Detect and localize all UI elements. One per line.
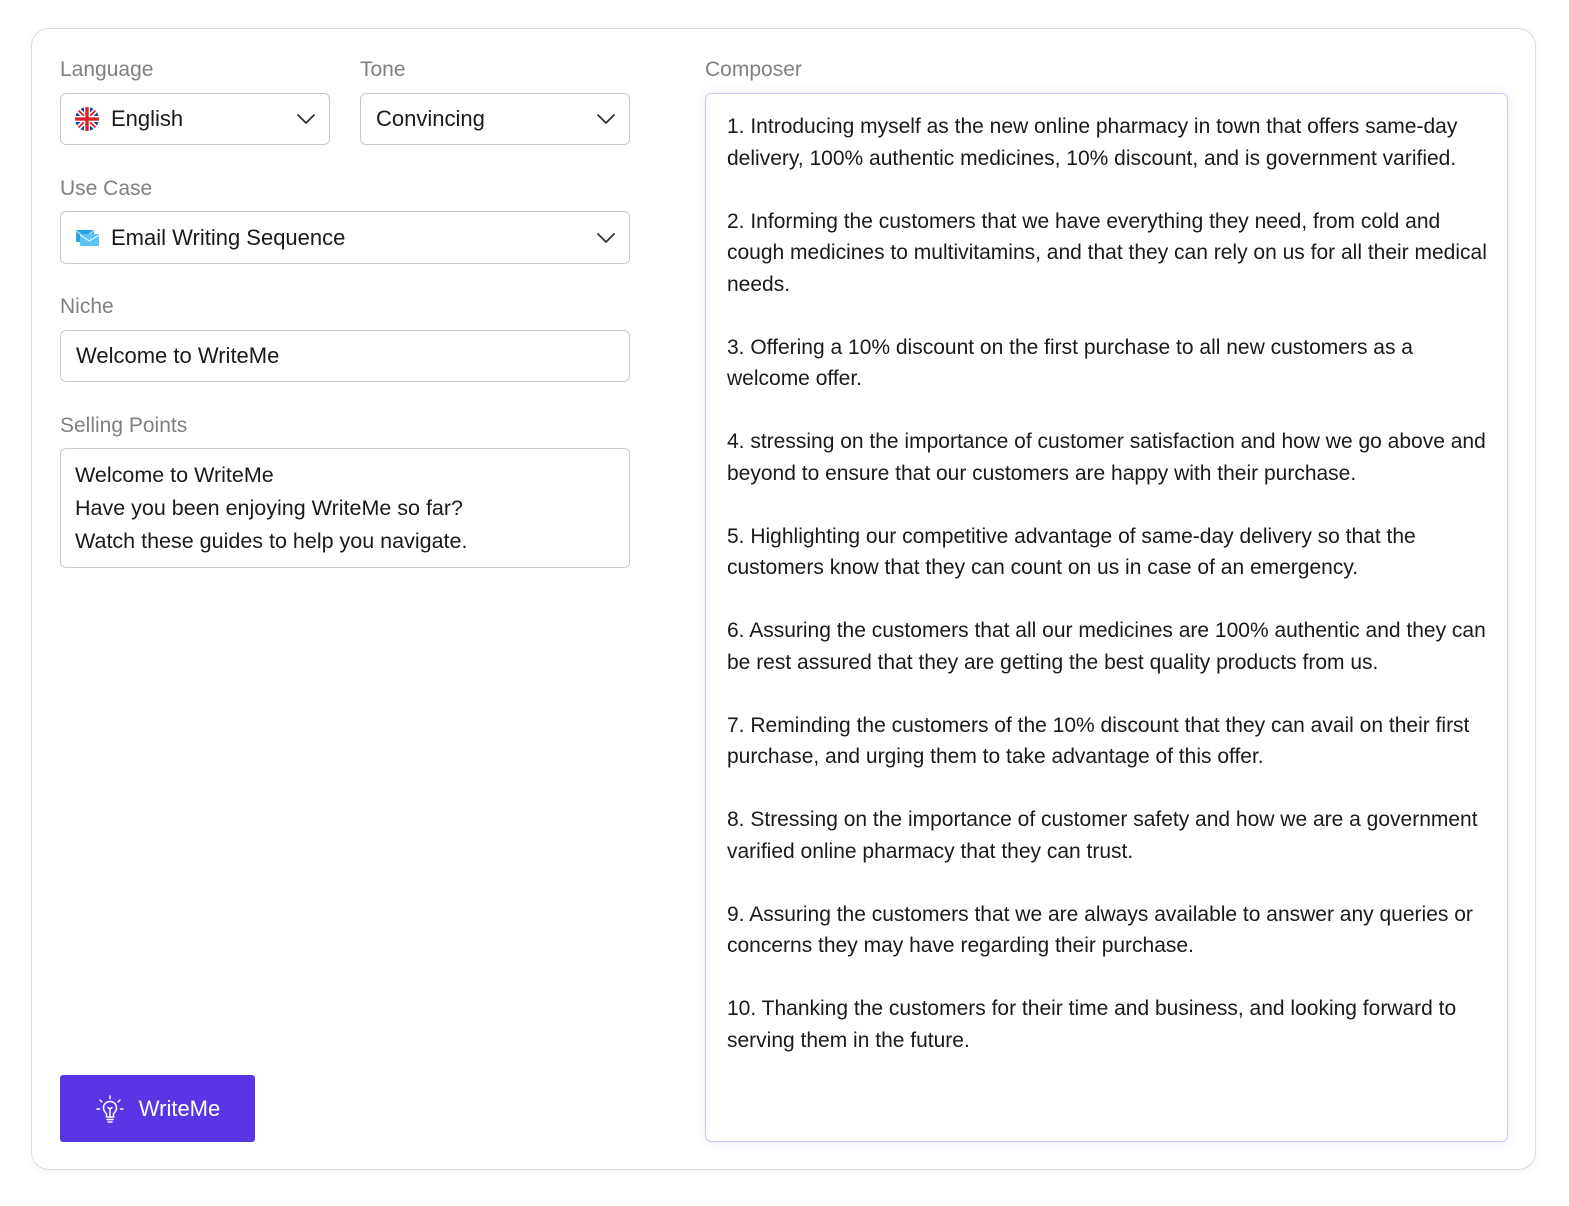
selling-points-label: Selling Points	[60, 414, 188, 437]
chevron-down-icon	[295, 108, 317, 130]
niche-input[interactable]	[60, 330, 630, 382]
use-case-value: Email Writing Sequence	[111, 224, 346, 250]
tone-value: Convincing	[376, 106, 485, 131]
uk-flag-icon	[75, 107, 99, 131]
use-case-label: Use Case	[60, 177, 153, 200]
writeme-button-label: WriteMe	[138, 1095, 221, 1121]
chevron-down-icon	[595, 108, 617, 130]
envelopes-icon	[75, 228, 101, 248]
selling-point-line: Watch these guides to help you navigate.	[75, 529, 468, 553]
niche-label: Niche	[60, 295, 114, 318]
composer-label: Composer	[705, 58, 802, 81]
composer-paragraph: 4. stressing on the importance of customer satisfaction and how we go above and beyond to ensure that our customers are happy with their purchase.	[727, 430, 1486, 485]
composer-paragraph: 10. Thanking the customers for their time and business, and looking forward to serving them in the future.	[727, 997, 1457, 1052]
selling-point-line: Have you been enjoying WriteMe so far?	[75, 496, 464, 520]
composer-paragraph: 5. Highlighting our competitive advantage of same-day delivery so that the customers know that they can count on us in case of an emergency.	[727, 524, 1416, 579]
selling-points-textarea[interactable]	[60, 448, 630, 568]
composer-paragraph: 2. Informing the customers that we have everything they need, from cold and cough medicines to multivitamins, and that they can rely on us for all their medical needs.	[727, 209, 1487, 296]
composer-paragraph: 7. Reminding the customers of the 10% discount that they can avail on their first purchase, and urging them to take advantage of this offer.	[727, 713, 1470, 768]
composer-paragraph: 8. Stressing on the importance of customer safety and how we are a government varified online pharmacy that they can trust.	[727, 808, 1478, 863]
tone-select[interactable]	[360, 93, 630, 145]
writeme-button[interactable]	[60, 1075, 255, 1142]
composer-paragraph: 9. Assuring the customers that we are always available to answer any queries or concerns they may have regarding their purchase.	[727, 902, 1473, 957]
language-select[interactable]	[60, 93, 330, 145]
niche-value: Welcome to WriteMe	[76, 343, 280, 368]
lightbulb-icon	[95, 1094, 125, 1124]
language-label: Language	[60, 58, 154, 81]
composer-paragraph: 3. Offering a 10% discount on the first purchase to all new customers as a welcome offer.	[727, 335, 1413, 390]
composer-output[interactable]	[705, 93, 1508, 1142]
language-value: English	[111, 106, 184, 131]
composer-paragraph: 1. Introducing myself as the new online pharmacy in town that offers same-day delivery, 100% authentic medicines, 10% discount, and is government varified.	[727, 115, 1458, 170]
chevron-down-icon	[595, 227, 617, 249]
use-case-select[interactable]	[60, 211, 630, 264]
tone-label: Tone	[360, 58, 406, 81]
composer-paragraph: 6. Assuring the customers that all our medicines are 100% authentic and they can be rest assured that they are getting the best quality products from us.	[727, 619, 1486, 674]
selling-point-line: Welcome to WriteMe	[75, 463, 274, 487]
